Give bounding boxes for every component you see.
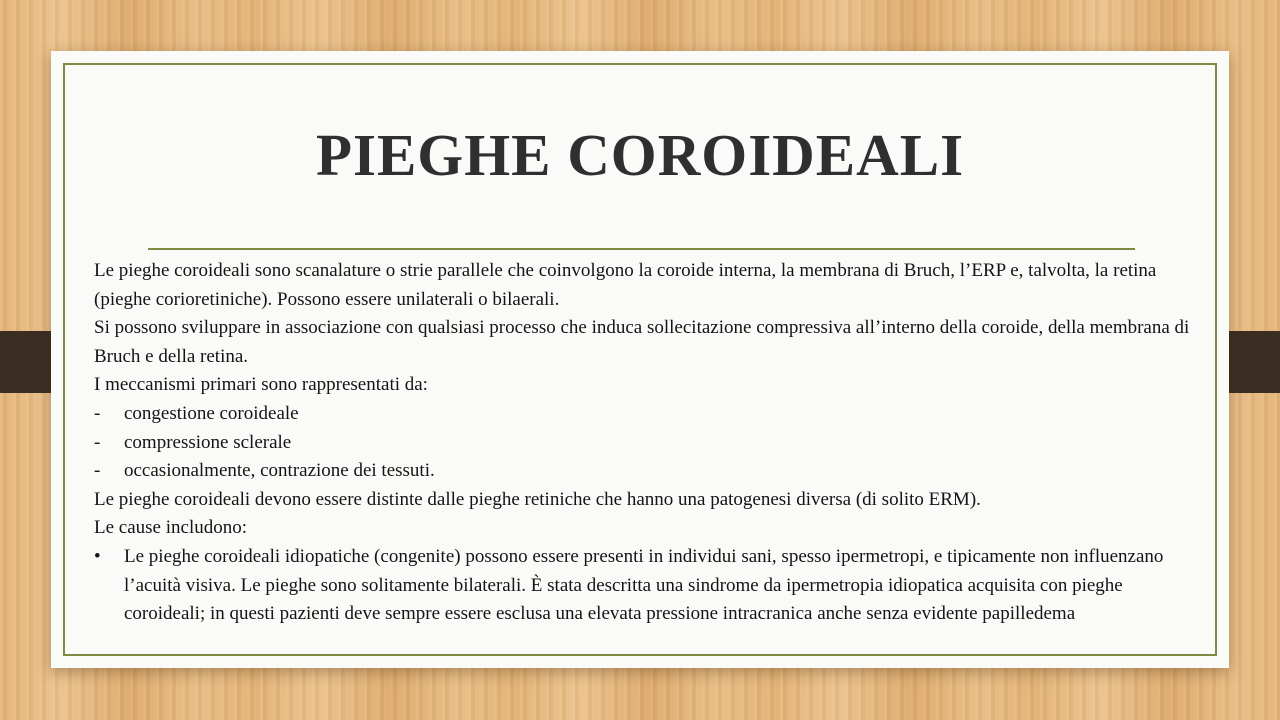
dash-marker: - [94, 431, 101, 453]
bullet-marker: • [94, 545, 101, 567]
paragraph-definition: Le pieghe coroideali sono scanalature o strie parallele che coinvolgono la coroide interna, la membrana di Bruch, l’ERP e, talvolta, la retina (pieghe corioretiniche). Possono essere unilaterali o bilaerali. [94, 260, 1157, 310]
dash-marker: - [94, 402, 101, 424]
mechanism-item: occasionalmente, contrazione dei tessuti. [124, 460, 435, 482]
slide-title: PIEGHE COROIDEALI [315, 122, 965, 188]
list-item [94, 429, 1194, 458]
paragraph-mechanisms-intro: I meccanismi primari sono rappresentati da: [94, 374, 428, 396]
dash-marker: - [94, 460, 101, 482]
mechanisms-list [94, 400, 1194, 486]
list-item [94, 543, 1194, 629]
paragraph-distinction: Le pieghe coroideali devono essere distinte dalle pieghe retiniche che hanno una patogenesi diversa (di solito ERM). [94, 488, 981, 510]
mechanism-item: congestione coroideale [124, 402, 299, 424]
title-divider [148, 248, 1135, 250]
paragraph-causes-intro: Le cause includono: [94, 517, 248, 539]
cause-item: Le pieghe coroideali idiopatiche (congenite) possono essere presenti in individui sani, spesso ipermetropi, e tipicamente non influenzano l’acuità visiva. Le pieghe sono solitamente bilaterali. È stata descritta una sindrome da ipermetropia idiopatica acquisita con pieghe coroideali; in questi pazienti deve sempre essere esclusa una elevata pressione intracranica anche senza evidente papilledema [124, 545, 1164, 625]
slide-body [94, 257, 1194, 629]
slide [51, 51, 1229, 668]
list-item [94, 457, 1194, 486]
mechanism-item: compressione sclerale [124, 431, 292, 453]
causes-list [94, 543, 1194, 629]
list-item [94, 400, 1194, 429]
paragraph-association: Si possono sviluppare in associazione con qualsiasi processo che induca sollecitazione compressiva all’interno della coroide, della membrana di Bruch e della retina. [94, 317, 1190, 367]
